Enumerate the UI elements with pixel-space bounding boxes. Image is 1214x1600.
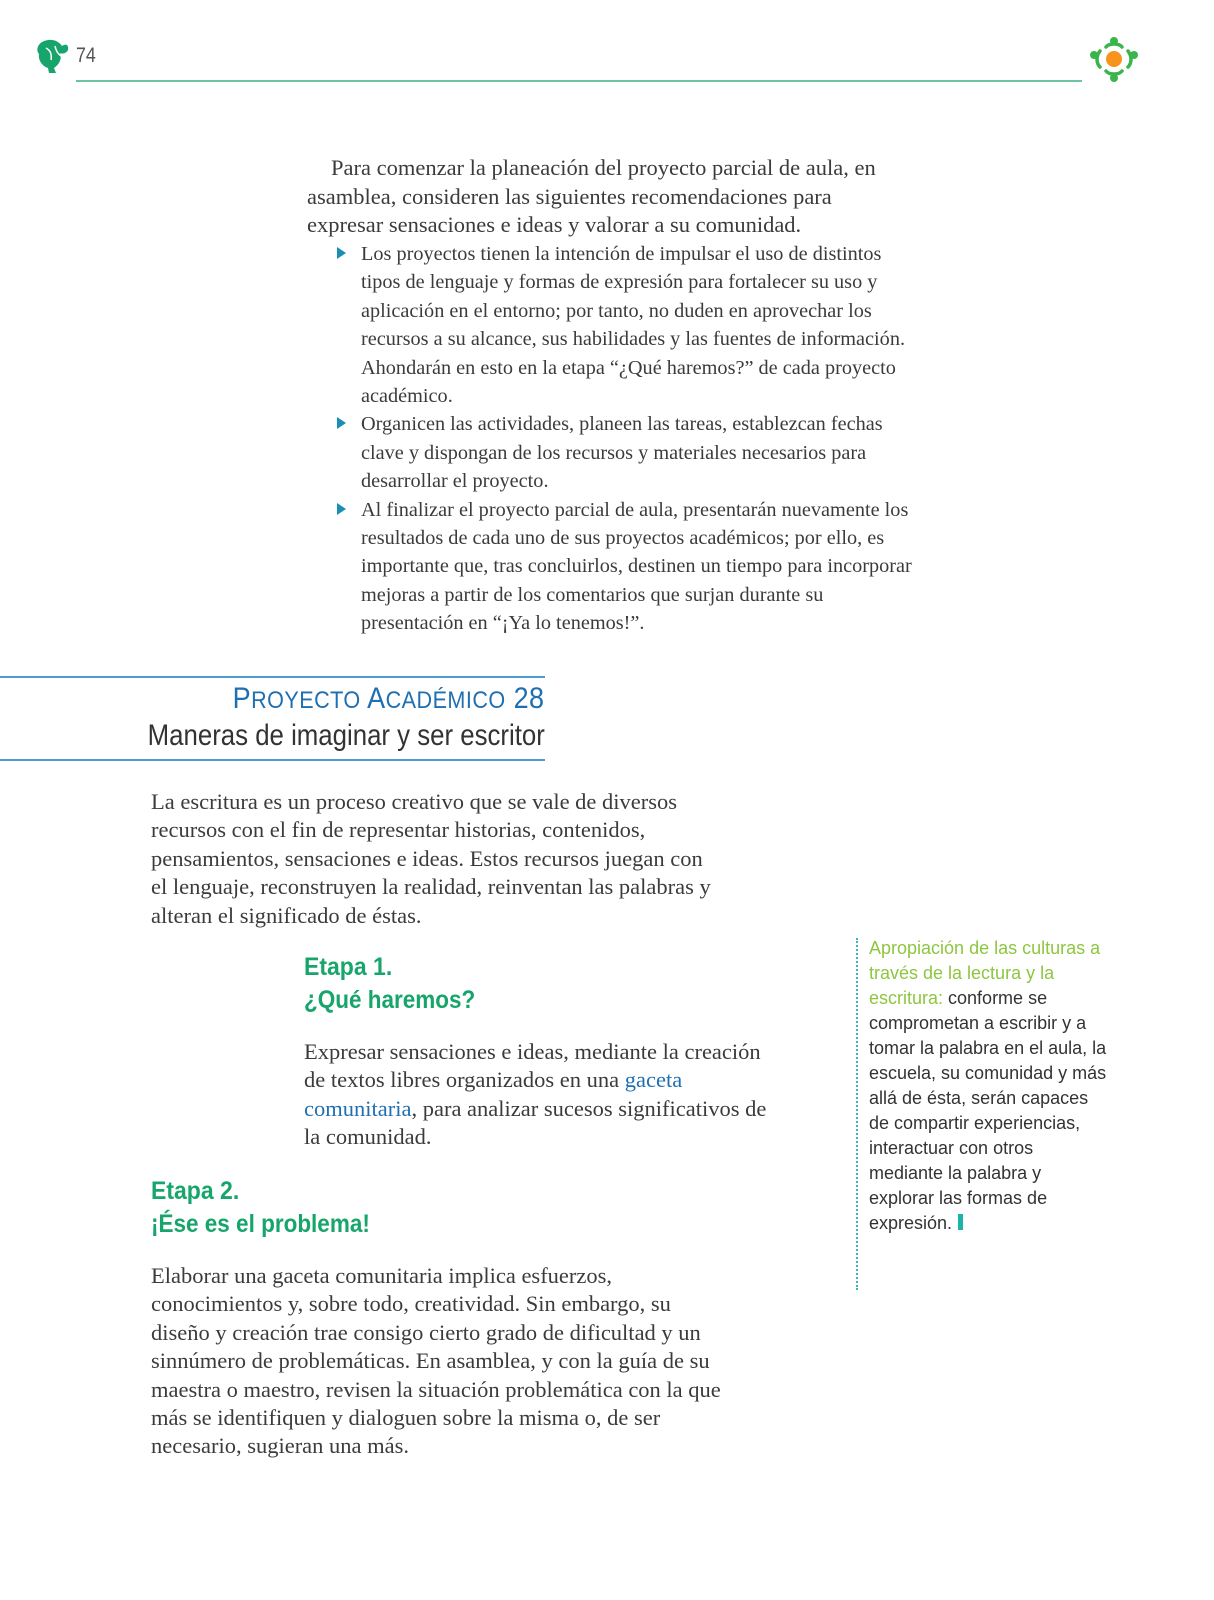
sidebar-heading: Apropiación de las culturas a través de la lectura y la escritura: xyxy=(869,938,1101,1008)
triangle-bullet-icon xyxy=(337,503,346,515)
intro-paragraph: Para comenzar la planeación del proyecto parcial de aula, en asamblea, consideren las siguientes recomendaciones para expresar sensaciones e ideas y valorar a su comunidad. xyxy=(307,155,876,237)
project-title: Maneras de imaginar y ser escritor xyxy=(147,719,545,752)
header-rule xyxy=(76,80,1082,82)
stage-2-paragraph: Elaborar una gaceta comunitaria implica esfuerzos, conocimientos y, sobre todo, creatividad. Sin embargo, su diseño y creación trae consigo cierto grado de dificultad y un sinnúmero de problemáticas. En asamblea, y con la guía de su maestra o maestro, revisen la situación problemática con la que más se identifiquen y dialoguen sobre la misma o, de ser necesario, sugieran una más. xyxy=(151,1263,721,1459)
stage-1-paragraph xyxy=(304,1038,784,1152)
page-number: 74 xyxy=(76,44,96,67)
project-label xyxy=(233,682,545,716)
stage-2-question: ¡Ése es el problema! xyxy=(151,1210,370,1238)
list-item-text: Los proyectos tienen la intención de impulsar el uso de distintos tipos de lenguaje y formas de expresión para fortalecer su uso y aplicación en el entorno; por tanto, no duden en aprovechar los recursos a su alcance, sus habilidades y las fuentes de información. Ahondarán en esto en la etapa “¿Qué haremos?” de cada proyecto académico. xyxy=(361,243,906,408)
project-number: 28 xyxy=(514,682,545,715)
stage-1-text: Expresar sensaciones e ideas, mediante la creación de textos libres organizados en una xyxy=(304,1039,761,1093)
list-item xyxy=(337,240,917,410)
leaf-mascot-icon xyxy=(36,38,70,74)
triangle-bullet-icon xyxy=(337,417,346,429)
list-item xyxy=(337,496,917,638)
sidebar-text: conforme se comprometan a escribir y a tomar la palabra en el aula, la escuela, su comunidad y más allá de ésta, serán capaces de compartir experiencias, interactuar con otros mediante la palabra y explorar las formas de expresión. xyxy=(869,988,1107,1233)
sidebar-note xyxy=(869,936,1109,1236)
sidebar-dotted-rule xyxy=(856,938,858,1290)
project-label-rest: CADÉMICO xyxy=(386,687,507,714)
project-label-rest: ROYECTO xyxy=(251,687,362,714)
recommendations-list xyxy=(337,240,917,638)
project-top-rule xyxy=(0,676,545,678)
list-item xyxy=(337,410,917,495)
intro-block xyxy=(307,154,907,240)
page-header xyxy=(0,0,1214,100)
stage-2-number: Etapa 2. xyxy=(151,1177,240,1205)
project-intro-paragraph: La escritura es un proceso creativo que se vale de diversos recursos con el fin de representar historias, contenidos, pensamientos, sensaciones e ideas. Estos recursos juegan con el lenguaje, reconstruyen la realidad, reinventan las palabras y alteran el significado de éstas. xyxy=(151,789,711,928)
list-item-text: Organicen las actividades, planeen las tareas, establezcan fechas clave y dispongan de los recursos y materiales necesarios para desarrollar el proyecto. xyxy=(361,413,883,493)
triangle-bullet-icon xyxy=(337,247,346,259)
project-bottom-rule xyxy=(0,759,545,761)
project-label-initial: P xyxy=(233,682,252,715)
list-item-text: Al finalizar el proyecto parcial de aula, presentarán nuevamente los resultados de cada uno de sus proyectos académicos; por ello, es importante que, tras concluirlos, destinen un tiempo para incorporar mejoras a partir de los comentarios que surjan durante su presentación en “¡Ya lo tenemos!”. xyxy=(361,498,912,635)
gaceta-link[interactable]: gaceta comunitaria xyxy=(304,1067,683,1121)
people-circle-icon xyxy=(1087,32,1143,86)
stage-1-question: ¿Qué haremos? xyxy=(304,986,476,1014)
stage-1-number: Etapa 1. xyxy=(304,953,393,981)
end-mark-icon xyxy=(958,1214,963,1230)
stage-1-text-end: , para analizar sucesos significativos de la comunidad. xyxy=(304,1095,767,1150)
project-label-initial: A xyxy=(367,682,387,715)
